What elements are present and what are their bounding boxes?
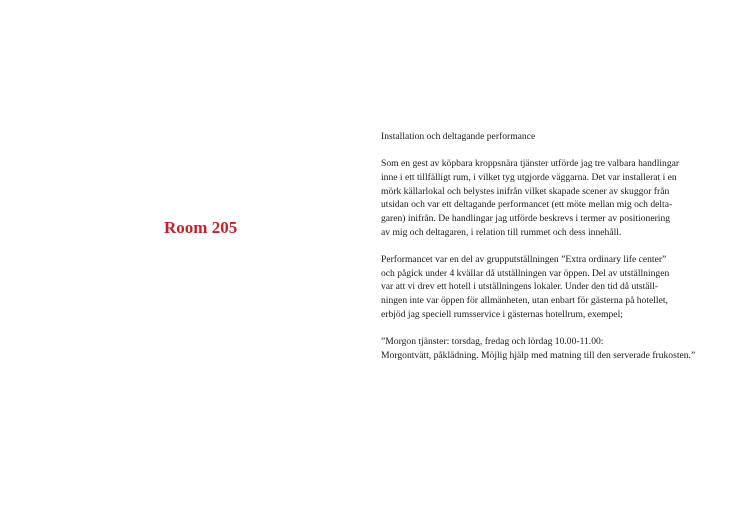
room-title: Room 205 <box>164 218 238 237</box>
paragraph-line: mörk källarlokal och belystes inifrån vilket skapade scener av skuggor från <box>381 185 670 197</box>
paragraph-line: utsidan och var ett deltagande performancet (ett möte mellan mig och delta- <box>381 199 673 211</box>
paragraph-line: inne i ett tillfälligt rum, i vilket tyg utgjorde väggarna. Det var installerat i en <box>381 171 677 183</box>
paragraph-line: var att vi drev ett hotell i utställningens lokaler. Under den tid då utställ- <box>381 281 659 293</box>
section-heading <box>381 130 721 144</box>
heading-line: Installation och deltagande performance <box>381 131 536 142</box>
paragraph-line: av mig och deltagaren, i relation till rummet och dess innehåll. <box>381 226 622 238</box>
paragraph-line: ”Morgon tjänster: torsdag, fredag och lördag 10.00-11.00: <box>381 335 604 347</box>
paragraph-line: Performancet var en del av grupputställningen ”Extra ordinary life center” <box>381 253 667 265</box>
paragraph-2 <box>381 253 721 322</box>
paragraph-3 <box>381 335 721 362</box>
paragraph-line: Som en gest av köpbara kroppsnära tjänster utförde jag tre valbara handlingar <box>381 158 680 170</box>
text-column <box>381 130 721 376</box>
paragraph-line: Morgontvätt, påklädning. Möjlig hjälp med matning till den serverade frukosten.” <box>381 349 696 361</box>
paragraph-1 <box>381 157 721 239</box>
paragraph-line: och pågick under 4 kvällar då utställningen var öppen. Del av utställningen <box>381 267 670 279</box>
paragraph-line: erbjöd jag speciell rumsservice i gästernas hotellrum, exempel; <box>381 308 623 320</box>
paragraph-line: garen) inifrån. De handlingar jag utförde beskrevs i termer av positionering <box>381 213 671 225</box>
paragraph-line: ningen inte var öppen för allmänheten, utan enbart för gästerna på hotellet, <box>381 295 668 307</box>
